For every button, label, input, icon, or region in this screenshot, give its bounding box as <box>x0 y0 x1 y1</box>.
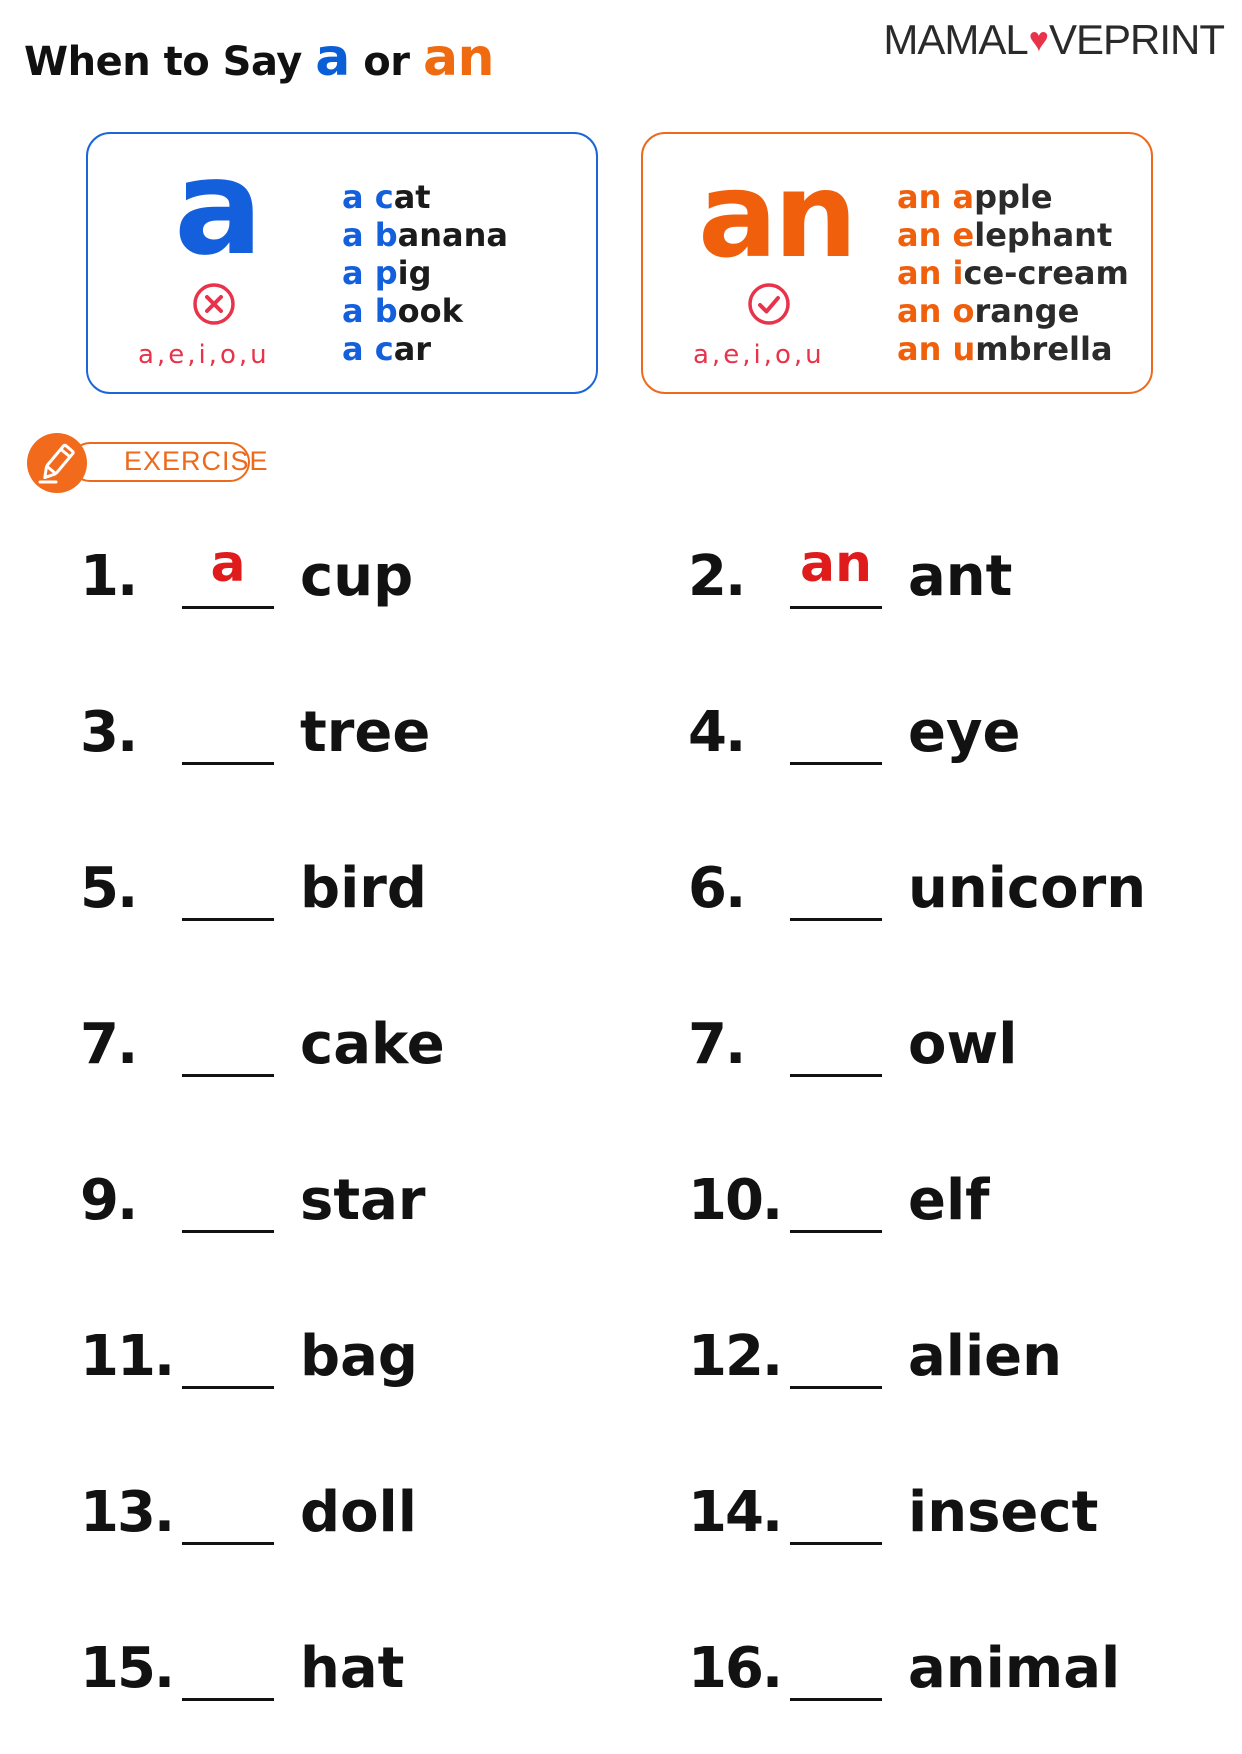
item-word: unicorn <box>908 856 1147 921</box>
item-word: cake <box>300 1012 445 1077</box>
item-word: ant <box>908 544 1013 609</box>
answer-blank[interactable] <box>182 762 274 765</box>
item-word: animal <box>908 1636 1121 1701</box>
exercise-label: EXERCISE <box>124 446 269 476</box>
item-number: 5. <box>80 856 137 921</box>
answer-blank[interactable] <box>182 1386 274 1389</box>
item-word: insect <box>908 1480 1099 1545</box>
title-an: an <box>422 28 495 88</box>
item-word: eye <box>908 700 1021 765</box>
answer-blank[interactable] <box>790 762 882 765</box>
list-item: a cat <box>342 178 431 216</box>
check-circle-icon <box>747 282 791 326</box>
list-item: a pig <box>342 254 432 292</box>
item-number: 12. <box>688 1324 782 1389</box>
answer-blank[interactable] <box>182 1698 274 1701</box>
answer-blank[interactable] <box>790 606 882 609</box>
item-word: star <box>300 1168 426 1233</box>
list-item: an apple <box>897 178 1053 216</box>
title-prefix: When to Say <box>24 39 302 85</box>
title-or: or <box>363 39 410 85</box>
answer-blank[interactable] <box>790 1074 882 1077</box>
item-number: 2. <box>688 544 745 609</box>
example-list <box>897 178 1129 368</box>
card-article: a <box>174 131 264 285</box>
brand-logo <box>883 16 1224 64</box>
item-number: 7. <box>688 1012 745 1077</box>
answer-blank[interactable] <box>790 1386 882 1389</box>
item-answer: a <box>210 534 246 594</box>
page-title <box>24 28 494 88</box>
item-word: bag <box>300 1324 418 1389</box>
answer-blank[interactable] <box>790 1698 882 1701</box>
card-article: an <box>698 146 854 284</box>
item-word: bird <box>300 856 427 921</box>
brand-left: MAMAL <box>883 16 1028 63</box>
rule-card-a <box>86 132 598 394</box>
brand-right: VEPRINT <box>1048 16 1224 63</box>
card-vowels: a,e,i,o,u <box>138 340 270 370</box>
item-number: 14. <box>688 1480 782 1545</box>
item-number: 16. <box>688 1636 782 1701</box>
pencil-icon <box>26 432 88 494</box>
answer-blank[interactable] <box>182 606 274 609</box>
answer-blank[interactable] <box>790 1230 882 1233</box>
list-item: an umbrella <box>897 330 1113 368</box>
answer-blank[interactable] <box>182 1542 274 1545</box>
item-number: 15. <box>80 1636 174 1701</box>
item-number: 13. <box>80 1480 174 1545</box>
list-item: a car <box>342 330 432 368</box>
title-a: a <box>315 28 350 88</box>
item-answer: an <box>799 534 873 594</box>
example-list <box>342 178 508 368</box>
item-number: 4. <box>688 700 745 765</box>
answer-blank[interactable] <box>182 918 274 921</box>
item-number: 3. <box>80 700 137 765</box>
x-circle-icon <box>192 282 236 326</box>
item-word: alien <box>908 1324 1063 1389</box>
list-item: a banana <box>342 216 508 254</box>
list-item: an ice-cream <box>897 254 1129 292</box>
item-number: 10. <box>688 1168 782 1233</box>
card-vowels: a,e,i,o,u <box>693 340 825 370</box>
item-word: hat <box>300 1636 405 1701</box>
item-number: 11. <box>80 1324 174 1389</box>
item-number: 6. <box>688 856 745 921</box>
item-word: doll <box>300 1480 417 1545</box>
rule-card-an <box>641 132 1153 394</box>
list-item: an orange <box>897 292 1080 330</box>
item-word: tree <box>300 700 431 765</box>
answer-blank[interactable] <box>182 1074 274 1077</box>
item-number: 1. <box>80 544 137 609</box>
item-number: 9. <box>80 1168 137 1233</box>
list-item: an elephant <box>897 216 1113 254</box>
item-word: elf <box>908 1168 990 1233</box>
item-word: owl <box>908 1012 1018 1077</box>
answer-blank[interactable] <box>790 1542 882 1545</box>
list-item: a book <box>342 292 463 330</box>
answer-blank[interactable] <box>790 918 882 921</box>
item-word: cup <box>300 544 414 609</box>
answer-blank[interactable] <box>182 1230 274 1233</box>
item-number: 7. <box>80 1012 137 1077</box>
heart-icon: ♥ <box>1028 21 1048 59</box>
